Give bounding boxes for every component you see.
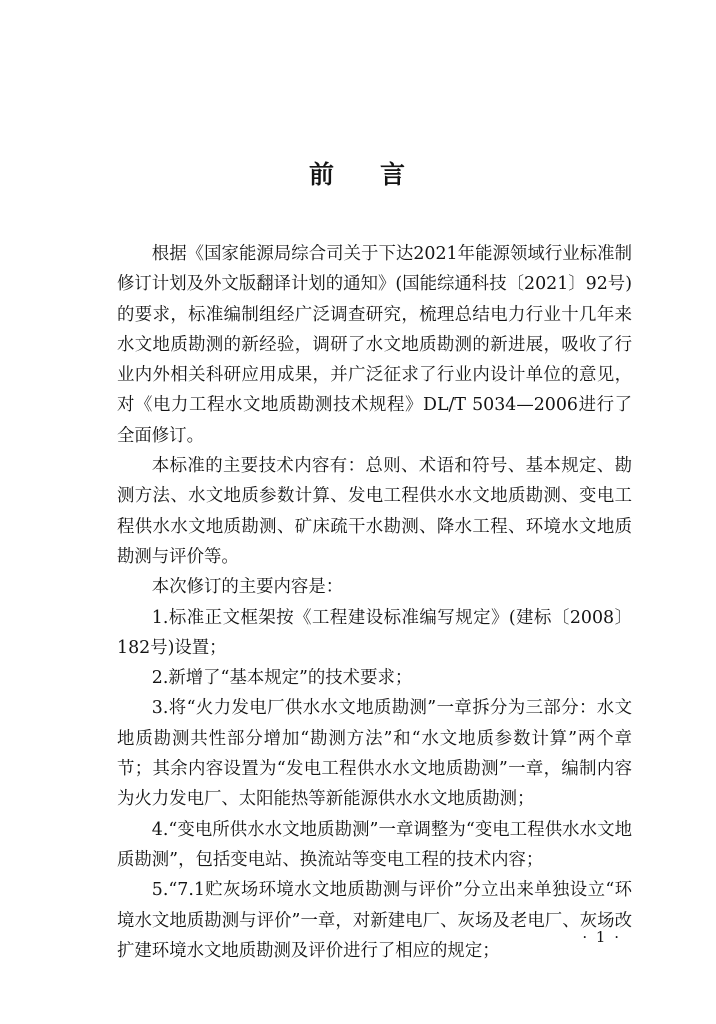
paragraph: 本次修订的主要内容是： bbox=[151, 577, 344, 598]
paragraph: 本标准的主要技术内容有：总则、术语和符号、基本规定、勘测方法、水文地质参数计算、发电工程供水水文地质勘测、变电工程供水水文地质勘测、矿床疏干水勘测、降水工程、环境水文地质勘测与评价等。 bbox=[117, 456, 632, 567]
title-char-1: 前 bbox=[308, 160, 336, 189]
page-title bbox=[0, 155, 716, 191]
title-char-2: 言 bbox=[380, 160, 408, 189]
body-text bbox=[117, 239, 632, 966]
page-number: · 1 · bbox=[582, 928, 621, 946]
paragraph: 1.标准正文框架按《工程建设标准编写规定》(建标〔2008〕182号)设置； bbox=[117, 607, 632, 658]
paragraph: 5.“7.1贮灰场环境水文地质勘测与评价”分立出来单独设立“环境水文地质勘测与评价”一章，对新建电厂、灰场及老电厂、灰场改扩建环境水文地质勘测及评价进行了相应的规定； bbox=[117, 880, 632, 961]
paragraph: 3.将“火力发电厂供水水文地质勘测”一章拆分为三部分：水文地质勘测共性部分增加“勘测方法”和“水文地质参数计算”两个章节；其余内容设置为“发电工程供水水文地质勘测”一章，编制内容为火力发电厂、太阳能热等新能源供水水文地质勘测； bbox=[117, 698, 632, 810]
paragraph: 2.新增了“基本规定”的技术要求； bbox=[151, 668, 413, 689]
paragraph: 4.“变电所供水水文地质勘测”一章调整为“变电工程供水水文地质勘测”，包括变电站、换流站等变电工程的技术内容； bbox=[117, 819, 632, 870]
paragraph: 根据《国家能源局综合司关于下达2021年能源领域行业标准制修订计划及外文版翻译计划的通知》(国能综通科技〔2021〕92号)的要求，标准编制组经广泛调查研究，梳理总结电力行业十几年来水文地质勘测的新经验，调研了水文地质勘测的新进展，吸收了行业内外相关科研应用成果，并广泛征求了行业内设计单位的意见，对《电力工程水文地质勘测技术规程》DL/T 5034—2006进行了全面修订。 bbox=[117, 244, 632, 446]
